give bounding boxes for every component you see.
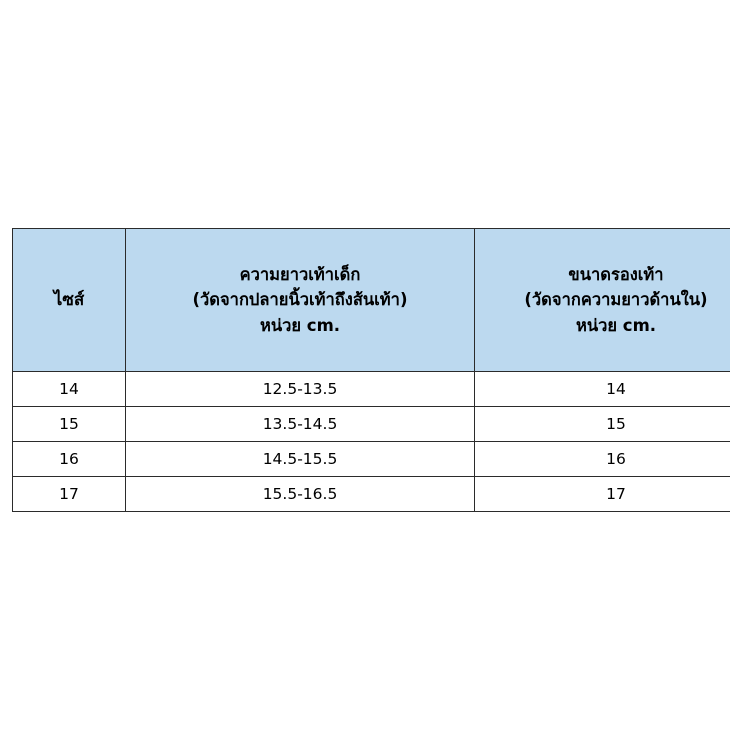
- table-row: [13, 372, 730, 407]
- size-table-container: [12, 228, 718, 512]
- cell-size: 14: [13, 372, 126, 407]
- header-cell-foot-length: [126, 229, 475, 372]
- header-shoe-line-1: ขนาดรองเท้า: [568, 264, 664, 284]
- cell-foot-length: 15.5-16.5: [126, 477, 475, 512]
- table-body: [13, 372, 730, 512]
- header-size-line-1: ไซส์: [53, 289, 85, 310]
- header-shoe-line-3: หน่วย cm.: [575, 315, 657, 335]
- cell-shoe-size: 14: [475, 372, 730, 407]
- cell-size: 16: [13, 442, 126, 477]
- cell-foot-length: 13.5-14.5: [126, 407, 475, 442]
- header-foot-line-2: (วัดจากปลายนิ้วเท้าถึงส้นเท้า): [192, 290, 408, 310]
- cell-size: 17: [13, 477, 126, 512]
- size-table: [12, 228, 730, 512]
- cell-size: 15: [13, 407, 126, 442]
- header-foot-line-3: หน่วย cm.: [259, 315, 341, 335]
- cell-shoe-size: 17: [475, 477, 730, 512]
- header-shoe-line-2: (วัดจากความยาวด้านใน): [524, 290, 708, 310]
- cell-shoe-size: 15: [475, 407, 730, 442]
- cell-shoe-size: 16: [475, 442, 730, 477]
- header-cell-size: [13, 229, 126, 372]
- table-row: [13, 442, 730, 477]
- table-header: [13, 229, 730, 372]
- cell-foot-length: 14.5-15.5: [126, 442, 475, 477]
- table-header-row: [13, 229, 730, 372]
- header-cell-shoe-size: [475, 229, 730, 372]
- table-row: [13, 407, 730, 442]
- header-foot-line-1: ความยาวเท้าเด็ก: [239, 264, 361, 284]
- table-row: [13, 477, 730, 512]
- cell-foot-length: 12.5-13.5: [126, 372, 475, 407]
